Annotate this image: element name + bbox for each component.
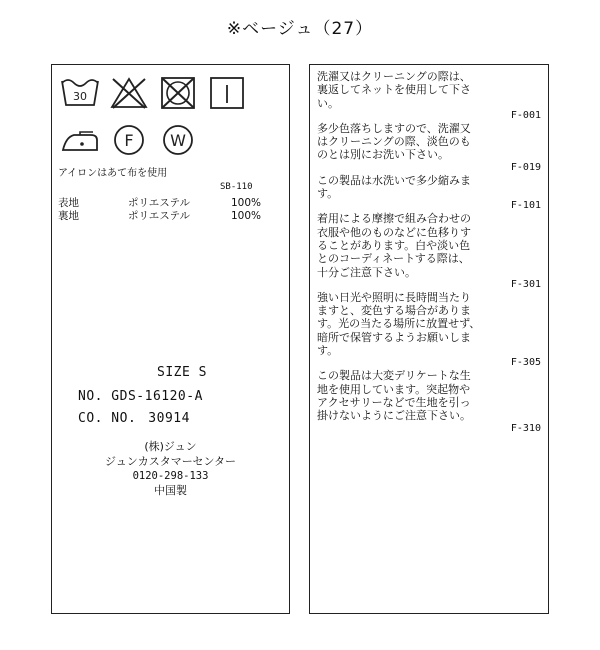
material-row-lining (58, 210, 271, 223)
company-number-label: CO. NO. (78, 411, 137, 426)
wash-temp-label: 30 (73, 90, 87, 103)
color-heading: ※ベージュ（27） (226, 19, 374, 39)
dry-clean-f-icon (109, 122, 149, 158)
wet-clean-letter: W (170, 131, 186, 150)
care-note-code: F-001 (510, 109, 541, 121)
country-of-origin: 中国製 (154, 483, 187, 497)
care-note (317, 174, 543, 213)
care-note-text: 多少色落ちしますので、洗濯又 はクリーニングの際、淡色のも のとは別にお洗い下さい。 (317, 121, 471, 162)
company-number-value: 30914 (148, 411, 190, 426)
care-note-code: F-305 (510, 357, 541, 369)
sb-code: SB-110 (220, 182, 253, 192)
care-note (317, 212, 543, 290)
care-note (317, 369, 543, 434)
care-note (317, 70, 543, 122)
care-note-text: 洗濯又はクリーニングの際は、 裏返してネットを使用して下さ い。 (317, 70, 471, 110)
care-note (317, 122, 543, 174)
product-number: NO. GDS-16120-A (78, 389, 203, 404)
material-row-outer (58, 197, 271, 210)
material-part: 裏地 (58, 210, 79, 222)
care-symbols-row-2 (60, 122, 207, 158)
material-name: ポリエステル (128, 210, 191, 222)
iron-low-icon (60, 122, 100, 158)
no-tumble-dry-icon (158, 75, 198, 111)
line-dry-icon (207, 75, 247, 111)
size-label: SIZE S (157, 365, 207, 380)
care-note-code: F-019 (510, 161, 541, 173)
material-part: 表地 (58, 197, 79, 209)
care-note-text: この製品は水洗いで多少縮みま す。 (317, 173, 471, 201)
care-label-left (51, 64, 290, 614)
care-symbols-row-1 (60, 75, 256, 111)
care-note (317, 291, 543, 369)
care-notes (317, 70, 543, 435)
no-bleach-icon (109, 75, 149, 111)
wet-clean-w-icon (158, 122, 198, 158)
material-percent: 100% (231, 197, 262, 209)
iron-note: アイロンはあて布を使用 (58, 168, 168, 179)
material-percent: 100% (231, 210, 262, 222)
company-number (78, 411, 190, 426)
wash-30-tub-icon (60, 75, 100, 111)
care-note-code: F-101 (510, 200, 541, 212)
maker-center: ジュンカスタマーセンター (104, 454, 237, 468)
care-note-text: この製品は大変デリケートな生 地を使用しています。突起物や アクセサリーなどで生地を引っ 掛けないようにご注意下さい。 (317, 369, 471, 423)
care-label-right (309, 64, 549, 614)
care-note-code: F-310 (510, 422, 541, 434)
maker-company: (株)ジュン (144, 440, 197, 453)
maker-phone: 0120-298-133 (132, 470, 209, 482)
care-note-text: 着用による摩擦で組み合わせの 衣服や他のものなどに色移りす ることがあります。白や淡い色 とのコーディネートする際は、 十分ご注意下さい。 (317, 212, 471, 279)
care-note-text: 強い日光や照明に長時間当たり ますと、変色する場合がありま す。光の当たる場所に放置せず、 暗所で保管するようお願いしま す。 (317, 290, 481, 358)
care-note-code: F-301 (510, 278, 541, 290)
maker-info (52, 440, 289, 498)
material-name: ポリエステル (128, 197, 191, 209)
dry-clean-letter: F (124, 131, 134, 150)
